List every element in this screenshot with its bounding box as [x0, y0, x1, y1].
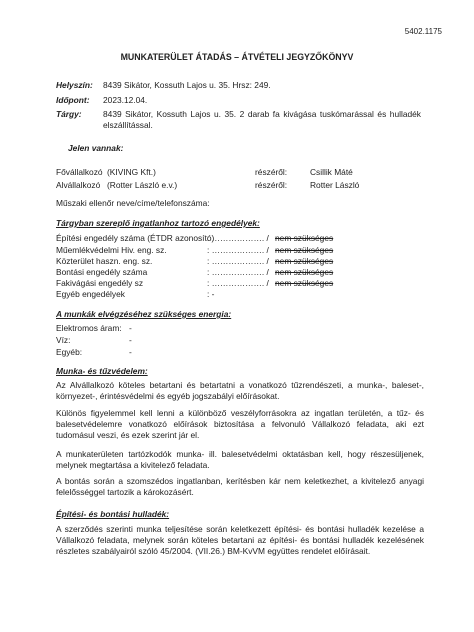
present-company: (Rotter László e.v.) — [107, 180, 178, 190]
energy-value: - — [129, 347, 132, 357]
present-row — [56, 167, 436, 178]
energy-value: - — [129, 335, 132, 345]
permit-row — [56, 256, 436, 267]
waste-heading: Építési- és bontási hulladék: — [56, 509, 170, 519]
permit-value: : ………………. / — [207, 245, 269, 255]
safety-paragraph-4: A bontás során a szomszédos ingatlanban, kerítésben kár nem keletkezhet, a kivitelező anyagi felelősséggel tartozik a károkozásért. — [56, 476, 424, 498]
idopont-label: Időpont: — [56, 95, 90, 105]
permit-row — [56, 278, 436, 289]
permit-label: Építési engedély száma (ÉTDR azonosító) — [56, 233, 215, 243]
idopont-value: 2023.12.04. — [103, 95, 148, 105]
safety-paragraph-3: A munkaterületen tartózkodók munka- ill. balesetvédelmi oktatásban kell, hogy részesüljenek, melynek megtartása a kivitelező feladata. — [56, 449, 424, 471]
targy-value: 8439 Sikátor, Kossuth Lajos u. 35. 2 darab fa kivágása tuskómarással és hulladék elszállítással. — [103, 109, 421, 131]
safety-heading: Munka- és tűzvédelem: — [56, 366, 148, 376]
permit-status: nem szükséges — [275, 233, 334, 243]
energy-label: Víz: — [56, 335, 71, 345]
permit-status: nem szükséges — [275, 278, 334, 288]
permit-row — [56, 233, 436, 244]
present-role: Alvállalkozó — [56, 180, 101, 190]
present-company: (KIVING Kft.) — [107, 167, 156, 177]
safety-paragraph-2: Különös figyelemmel kell lenni a különböző veszélyforrásokra az ingatlan területén, a tűz- és balesetvédelemre vonatkozó előírások biztosítása a felvonuló Vállalkozó feladata, aki ezt tudomásul veszi, és ezek szerint jár el. — [56, 408, 424, 441]
helyszin-value: 8439 Sikátor, Kossuth Lajos u. 35. Hrsz: 249. — [103, 80, 271, 90]
energy-heading: A munkák elvégzéséhez szükséges energia: — [56, 309, 232, 319]
permit-value: : - — [207, 289, 215, 299]
permit-status: nem szükséges — [275, 245, 334, 255]
waste-paragraph-1: A szerződés szerinti munka teljesítése során keletkezett építési- és bontási hulladék kezelése a Vállalkozó feladata, melynek során köteles betartani az építési- és bontási hulladék kezelésének részletes szabályairól szóló 45/2004. (VII.26.) BM-KvVM együttes rendelet előírásait. — [56, 524, 424, 557]
permit-row — [56, 267, 436, 278]
permit-row — [56, 289, 436, 300]
energy-label: Elektromos áram: — [56, 323, 122, 333]
permit-value: : ………………. / — [207, 233, 269, 243]
safety-paragraph-1: Az Alvállalkozó köteles betartani és betartatni a vonatkozó tűzrendészeti, a munka-, baleset-, környezet-, érintésvédelmi és egyéb jogszabályi előírásokat. — [56, 380, 424, 402]
document-title: MUNKATERÜLET ÁTADÁS – ÁTVÉTELI JEGYZŐKÖNYV — [120, 52, 354, 62]
permit-label: Közterület haszn. eng. sz. — [56, 256, 153, 266]
permit-status: nem szükséges — [275, 256, 334, 266]
present-side: részéről: — [255, 167, 288, 177]
energy-row — [56, 347, 436, 358]
permits-heading: Tárgyban szereplő ingatlanhoz tartozó engedélyek: — [56, 218, 260, 228]
permit-label: Egyéb engedélyek — [56, 289, 125, 299]
present-side: részéről: — [255, 180, 288, 190]
inspector-line: Műszaki ellenőr neve/címe/telefonszáma: — [56, 198, 210, 208]
energy-value: - — [129, 323, 132, 333]
permit-label: Fakivágási engedély sz — [56, 278, 144, 288]
present-name: Rotter László — [310, 180, 360, 190]
permit-value: : ………………. / — [207, 267, 269, 277]
present-role: Fővállalkozó — [56, 167, 103, 177]
present-heading: Jelen vannak: — [68, 143, 124, 153]
targy-label: Tárgy: — [56, 109, 82, 119]
energy-label: Egyéb: — [56, 347, 83, 357]
helyszin-label: Helyszín: — [56, 80, 93, 90]
permit-value: : ………………. / — [207, 278, 269, 288]
permit-row — [56, 245, 436, 256]
document-number: 5402.1175 — [404, 27, 442, 36]
permit-value: : ………………. / — [207, 256, 269, 266]
permit-status: nem szükséges — [275, 267, 334, 277]
energy-row — [56, 335, 436, 346]
energy-row — [56, 323, 436, 334]
present-row — [56, 180, 436, 191]
permit-label: Műemlékvédelmi Hiv. eng. sz. — [56, 245, 167, 255]
permit-label: Bontási engedély száma — [56, 267, 148, 277]
present-name: Csillik Máté — [310, 167, 353, 177]
